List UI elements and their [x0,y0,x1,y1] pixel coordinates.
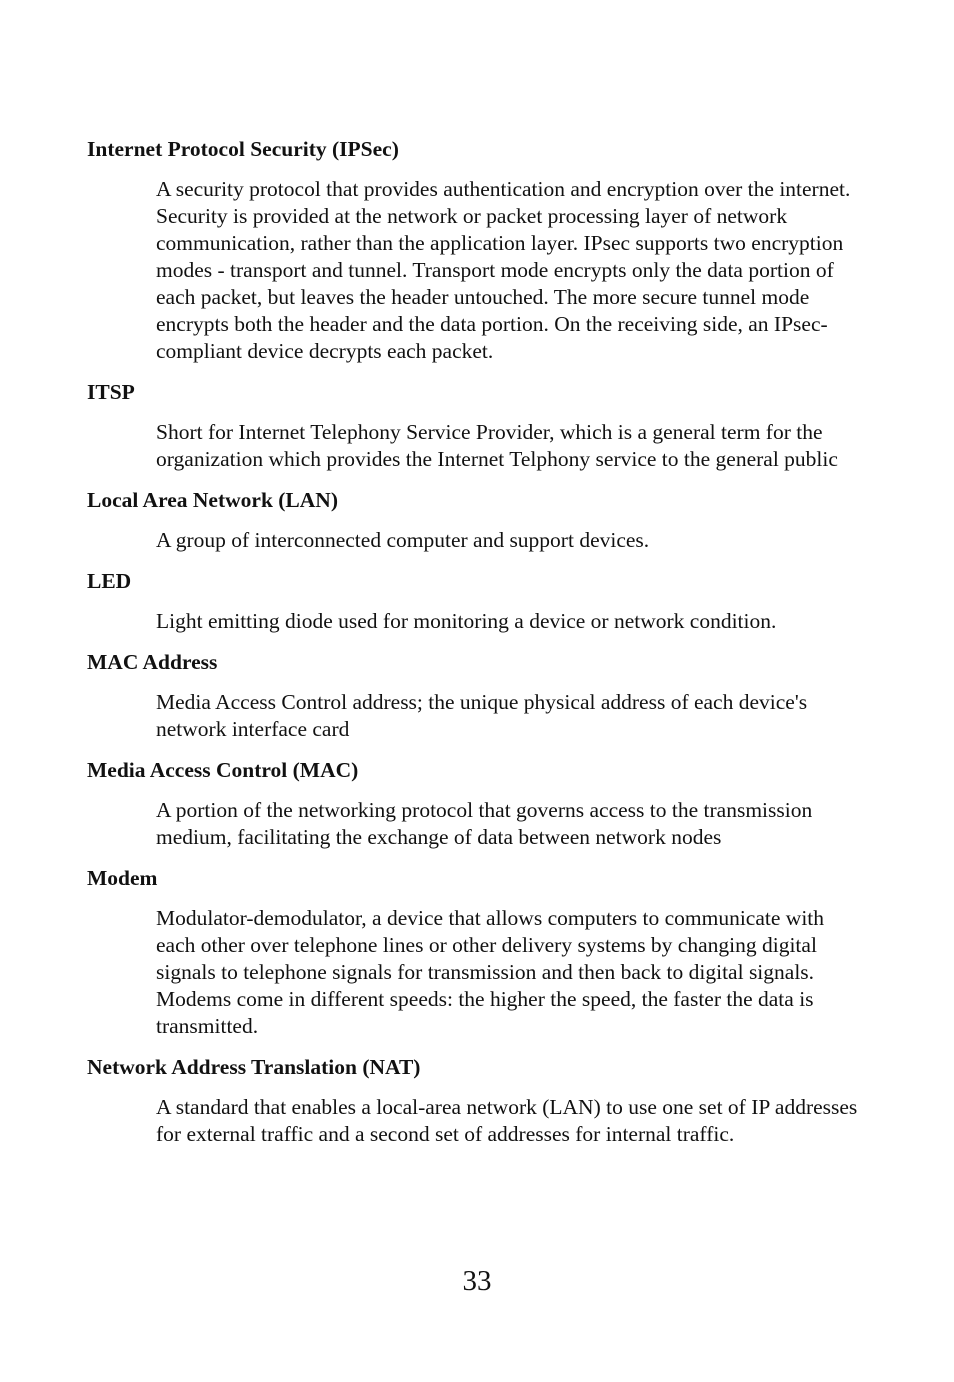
glossary-entry-nat [87,1054,867,1148]
glossary-definition: A group of interconnected computer and support devices. [156,528,650,552]
glossary-term: Local Area Network (LAN) [87,488,338,512]
glossary-term: Internet Protocol Security (IPSec) [87,137,399,161]
glossary-definition: Media Access Control address; the unique physical address of each device's network interface card [156,690,808,741]
glossary-entry-lan [87,487,867,554]
glossary-entry-mac-address [87,649,867,743]
glossary-definition: A portion of the networking protocol that governs access to the transmission medium, facilitating the exchange of data between network nodes [156,798,813,849]
glossary-term: LED [87,569,132,593]
glossary-term: Network Address Translation (NAT) [87,1055,421,1079]
glossary-definition: A security protocol that provides authentication and encryption over the internet. Security is provided at the network or packet processing layer of network communication, rather than the application layer. IPsec supports two encryption modes - transport and tunnel. Transport mode encrypts only the data portion of each packet, but leaves the header untouched. The more secure tunnel mode encrypts both the header and the data portion. On the receiving side, an IPsec-compliant device decrypts each packet. [156,177,851,363]
glossary-term: Media Access Control (MAC) [87,758,359,782]
glossary-term: ITSP [87,380,135,404]
glossary-definition: A standard that enables a local-area network (LAN) to use one set of IP addresses for external traffic and a second set of addresses for internal traffic. [156,1095,858,1146]
glossary-definition: Modulator-demodulator, a device that allows computers to communicate with each other over telephone lines or other delivery systems by changing digital signals to telephone signals for transmission and then back to digital signals. Modems come in different speeds: the higher the speed, the faster the data is transmitted. [156,906,825,1038]
glossary-entry-mac [87,757,867,851]
glossary-entry-itsp [87,379,867,473]
glossary-term: Modem [87,866,158,890]
glossary-term: MAC Address [87,650,218,674]
page-number: 33 [462,1265,492,1297]
glossary-definition: Short for Internet Telephony Service Provider, which is a general term for the organization which provides the Internet Telphony service to the general public [156,420,838,471]
glossary-entry-ipsec [87,136,867,365]
glossary-page [87,136,867,1162]
glossary-entry-modem [87,865,867,1040]
glossary-entry-led [87,568,867,635]
glossary-definition: Light emitting diode used for monitoring a device or network condition. [156,609,777,633]
